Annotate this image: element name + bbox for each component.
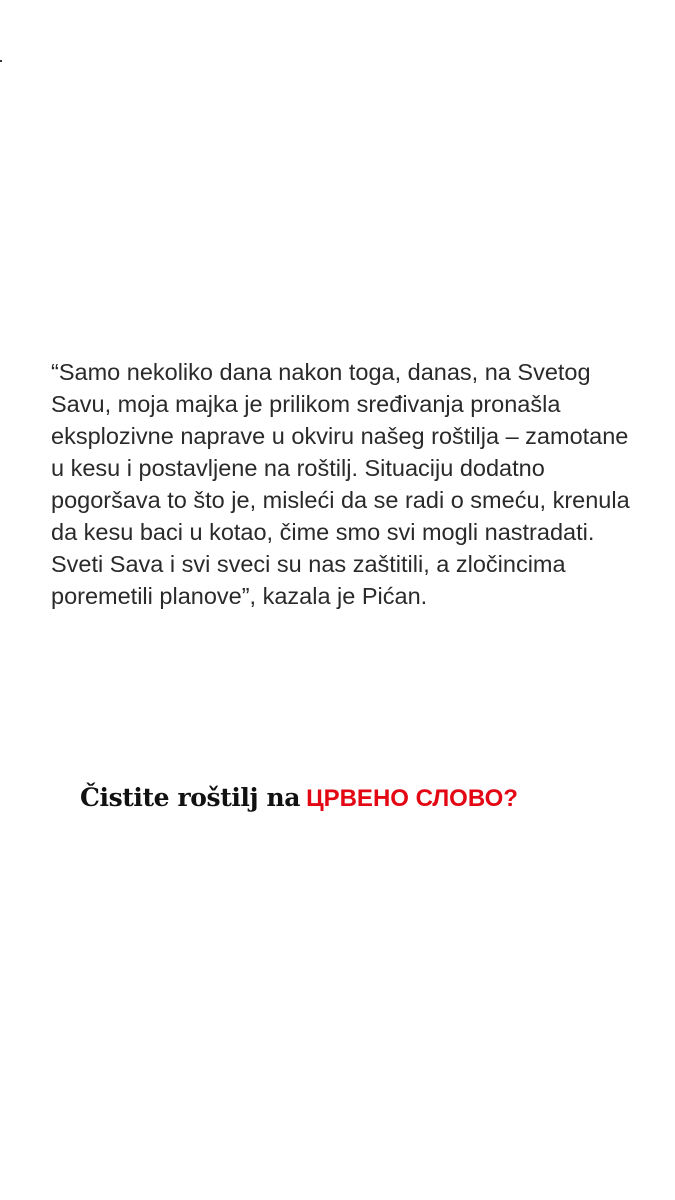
headline-highlight-text: ЦРВЕНО СЛОВО? [306, 785, 518, 812]
headline [80, 783, 518, 813]
headline-plain-text: Čistite roštilj na [80, 783, 301, 812]
article-quote: “Samo nekoliko dana nakon toga, danas, na Svetog Savu, moja majka je prilikom sređivanja pronašla eksplozivne naprave u okviru našeg roštilja – zamotane u kesu i postavljene na roštilj. Situaciju dodatno pogoršava to što je, misleći da se radi o smeću, krenula da kesu baci u kotao, čime smo svi mogli nastradati. Sveti Sava i svi sveci su nas zaštitili, a zločincima poremetili planove”, kazala je Pićan. [51, 359, 630, 609]
corner-mark [0, 60, 2, 62]
